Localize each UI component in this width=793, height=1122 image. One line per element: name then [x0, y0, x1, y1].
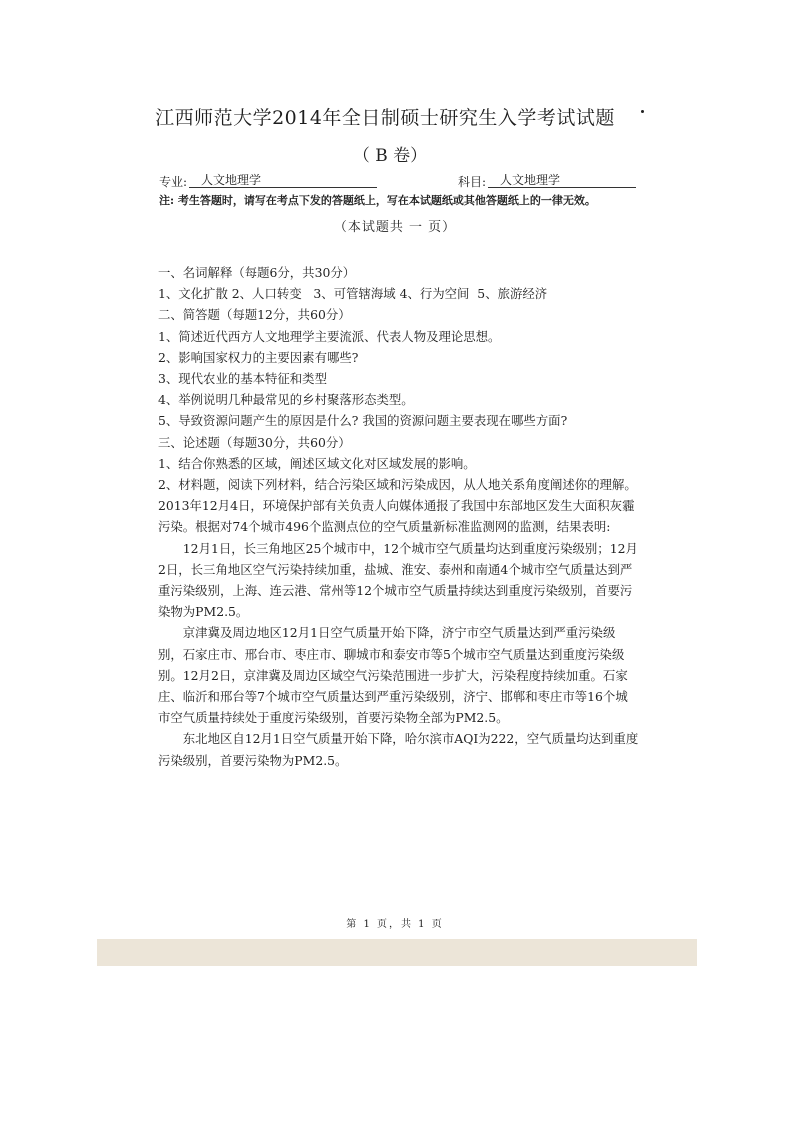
question-3-2: 2、材料题，阅读下列材料，结合污染区域和污染成因，从人地关系角度阐述你的理解。: [158, 477, 637, 493]
subject-label: 科目:: [458, 175, 487, 189]
exam-title: 江西师范大学2014年全日制硕士研究生入学考试试题: [155, 107, 615, 129]
major-field: [189, 171, 377, 188]
section-1-terms: 1、文化扩散 2、人口转变 3、可管辖海域 4、行为空间 5、旅游经济: [158, 286, 548, 302]
exam-body: [158, 262, 640, 771]
material-paragraph-yangtze: 12月1日，长三角地区25个城市中，12个城市空气质量均达到重度污染级别；12月2日，长三角地区空气污染持续加重，盐城、淮安、泰州和南通4个城市空气质量达到严重污染级别，上海、连云港、常州等12个城市空气质量持续达到重度污染级别，首要污染物为PM2.5。: [158, 540, 638, 620]
page-count: （本试题共 一 页）: [333, 220, 457, 235]
major-value: 人文地理学: [201, 173, 262, 187]
question-2-1: 1、简述近代西方人文地理学主要流派、代表人物及理论思想。: [158, 328, 501, 344]
material-paragraph-northeast: 东北地区自12月1日空气质量开始下降，哈尔滨市AQI为222，空气质量均达到重度污染级别，首要污染物为PM2.5。: [158, 731, 639, 768]
major-label: 专业:: [159, 175, 188, 189]
subject-value: 人文地理学: [500, 173, 561, 187]
question-2-4: 4、举例说明几种最常见的乡村聚落形态类型。: [158, 392, 414, 408]
question-2-2: 2、影响国家权力的主要因素有哪些?: [158, 349, 359, 365]
section-2-heading: 二、简答题（每题12分，共60分）: [158, 307, 351, 323]
exam-notice: 注: 考生答题时，请写在考点下发的答题纸上，写在本试题纸或其他答题纸上的一律无效。: [159, 194, 596, 207]
decorative-dot: [641, 110, 644, 113]
subject-field: [488, 171, 636, 188]
exam-volume: （ B 卷）: [352, 146, 428, 166]
section-3-heading: 三、论述题（每题30分，共60分）: [158, 434, 351, 450]
material-intro: 2013年12月4日，环境保护部有关负责人向媒体通报了我国中东部地区发生大面积灰霾污染。根据对74个城市496个监测点位的空气质量新标准监测网的监测，结果表明:: [158, 498, 635, 535]
question-2-3: 3、现代农业的基本特征和类型: [158, 371, 327, 387]
bottom-band: [97, 939, 697, 966]
section-1-heading: 一、名词解释（每题6分，共30分）: [158, 265, 356, 280]
material-paragraph-jingjinji: 京津冀及周边地区12月1日空气质量开始下降，济宁市空气质量达到严重污染级别，石家庄市、邢台市、枣庄市、聊城市和泰安市等5个城市空气质量达到重度污染级别。12月2日，京津冀及周边区域空气污染范围进一步扩大，污染程度持续加重。石家庄、临沂和邢台等7个城市空气质量达到严重污染级别，济宁、邯郸和枣庄市等16个城市空气质量持续处于重度污染级别，首要污染物全部为PM2.5。: [158, 625, 628, 726]
question-3-1: 1、结合你熟悉的区域，阐述区域文化对区域发展的影响。: [158, 455, 476, 471]
meta-row: [159, 171, 639, 191]
page-footer: 第 1 页，共 1 页: [346, 919, 444, 930]
question-2-5: 5、导致资源问题产生的原因是什么? 我国的资源问题主要表现在哪些方面?: [158, 413, 568, 429]
